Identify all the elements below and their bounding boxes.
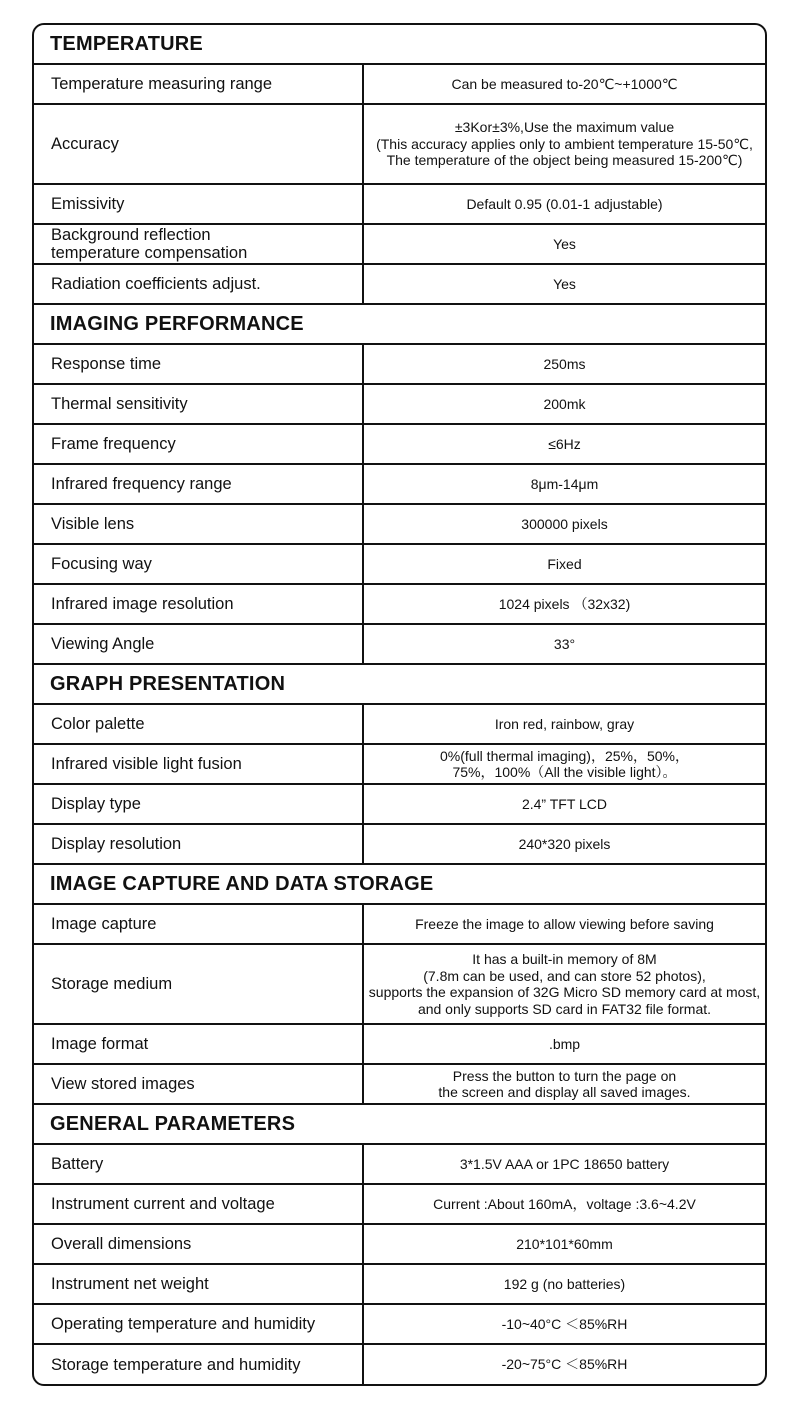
row-value: It has a built-in memory of 8M (7.8m can be used, and can store 52 photos), supports the expansion of 32G Micro SD memory card at most, and only supports SD card in FAT32 file format. xyxy=(368,951,761,1017)
row-label: Viewing Angle xyxy=(34,625,364,663)
table-row xyxy=(34,1025,765,1065)
spec-table xyxy=(32,23,767,1386)
row-value: Press the button to turn the page on the screen and display all saved images. xyxy=(438,1067,691,1100)
table-row xyxy=(34,1065,765,1105)
row-value: 250ms xyxy=(543,355,586,372)
row-label: Display type xyxy=(34,785,364,823)
row-label: Thermal sensitivity xyxy=(34,385,364,423)
table-row xyxy=(34,545,765,585)
section-header-image-capture-and-data-storage: IMAGE CAPTURE AND DATA STORAGE xyxy=(34,865,765,905)
row-label: View stored images xyxy=(34,1065,364,1103)
row-value: ≤6Hz xyxy=(548,435,581,452)
table-row xyxy=(34,185,765,225)
table-row xyxy=(34,945,765,1025)
row-label: Visible lens xyxy=(34,505,364,543)
row-label: Storage medium xyxy=(34,945,364,1023)
row-label: Instrument current and voltage xyxy=(34,1185,364,1223)
row-value: Yes xyxy=(553,275,576,292)
table-row xyxy=(34,745,765,785)
section-header-imaging-performance: IMAGING PERFORMANCE xyxy=(34,305,765,345)
section-header-graph-presentation: GRAPH PRESENTATION xyxy=(34,665,765,705)
row-label: Response time xyxy=(34,345,364,383)
table-row xyxy=(34,1225,765,1265)
table-row xyxy=(34,265,765,305)
row-value: 33° xyxy=(553,635,576,652)
row-value: .bmp xyxy=(548,1035,581,1052)
row-value: Freeze the image to allow viewing before saving xyxy=(415,915,714,932)
row-label: Image format xyxy=(34,1025,364,1063)
row-value: 1024 pixels （32x32) xyxy=(498,595,631,612)
table-row xyxy=(34,385,765,425)
table-row xyxy=(34,905,765,945)
row-label: Radiation coefficients adjust. xyxy=(34,265,364,303)
section-header-temperature: TEMPERATURE xyxy=(34,25,765,65)
row-value: 210*101*60mm xyxy=(516,1235,613,1252)
row-value: 200mk xyxy=(543,395,586,412)
table-row xyxy=(34,105,765,185)
row-value: Fixed xyxy=(547,555,582,572)
row-label: Accuracy xyxy=(34,105,364,183)
row-label: Operating temperature and humidity xyxy=(34,1305,364,1343)
table-row xyxy=(34,1345,765,1384)
row-value: Yes xyxy=(553,235,576,252)
row-label: Storage temperature and humidity xyxy=(34,1345,364,1384)
table-row xyxy=(34,625,765,665)
table-row xyxy=(34,65,765,105)
row-value: ±3Kor±3%,Use the maximum value (This accuracy applies only to ambient temperature 15-50℃, The temperature of the object being measured 15-200℃) xyxy=(376,119,753,169)
row-value: Current :About 160mA，voltage :3.6~4.2V xyxy=(433,1195,696,1212)
row-label: Image capture xyxy=(34,905,364,943)
table-row xyxy=(34,705,765,745)
table-row xyxy=(34,1265,765,1305)
row-value: 192 g (no batteries) xyxy=(503,1275,626,1292)
table-row xyxy=(34,785,765,825)
row-value: Can be measured to-20℃~+1000℃ xyxy=(451,75,678,92)
row-value: 8μm-14μm xyxy=(530,475,599,492)
table-row xyxy=(34,465,765,505)
row-value: 0%(full thermal imaging)，25%，50%， 75%，100%（All the visible light）。 xyxy=(440,747,689,780)
row-value: Default 0.95 (0.01-1 adjustable) xyxy=(466,195,663,212)
row-value: Iron red, rainbow, gray xyxy=(494,715,635,732)
table-row xyxy=(34,1185,765,1225)
row-label: Frame frequency xyxy=(34,425,364,463)
row-value: 300000 pixels xyxy=(521,515,608,532)
table-row xyxy=(34,225,765,265)
row-label: Instrument net weight xyxy=(34,1265,364,1303)
row-label: Emissivity xyxy=(34,185,364,223)
row-value: -10~40°C ＜85%RH xyxy=(501,1315,628,1332)
row-label: Display resolution xyxy=(34,825,364,863)
row-label: Color palette xyxy=(34,705,364,743)
row-label: Infrared frequency range xyxy=(34,465,364,503)
row-label: Background reflection temperature compensation xyxy=(34,225,364,263)
row-label: Battery xyxy=(34,1145,364,1183)
table-row xyxy=(34,345,765,385)
table-row xyxy=(34,425,765,465)
row-value: 240*320 pixels xyxy=(518,835,611,852)
section-header-general-parameters: GENERAL PARAMETERS xyxy=(34,1105,765,1145)
row-label: Temperature measuring range xyxy=(34,65,364,103)
row-label: Infrared image resolution xyxy=(34,585,364,623)
table-row xyxy=(34,505,765,545)
row-value: 3*1.5V AAA or 1PC 18650 battery xyxy=(459,1155,670,1172)
row-label: Overall dimensions xyxy=(34,1225,364,1263)
row-label: Infrared visible light fusion xyxy=(34,745,364,783)
table-row xyxy=(34,585,765,625)
table-row xyxy=(34,825,765,865)
row-value: 2.4” TFT LCD xyxy=(521,795,608,812)
row-value: -20~75°C ＜85%RH xyxy=(501,1356,628,1373)
table-row xyxy=(34,1145,765,1185)
table-row xyxy=(34,1305,765,1345)
row-label: Focusing way xyxy=(34,545,364,583)
